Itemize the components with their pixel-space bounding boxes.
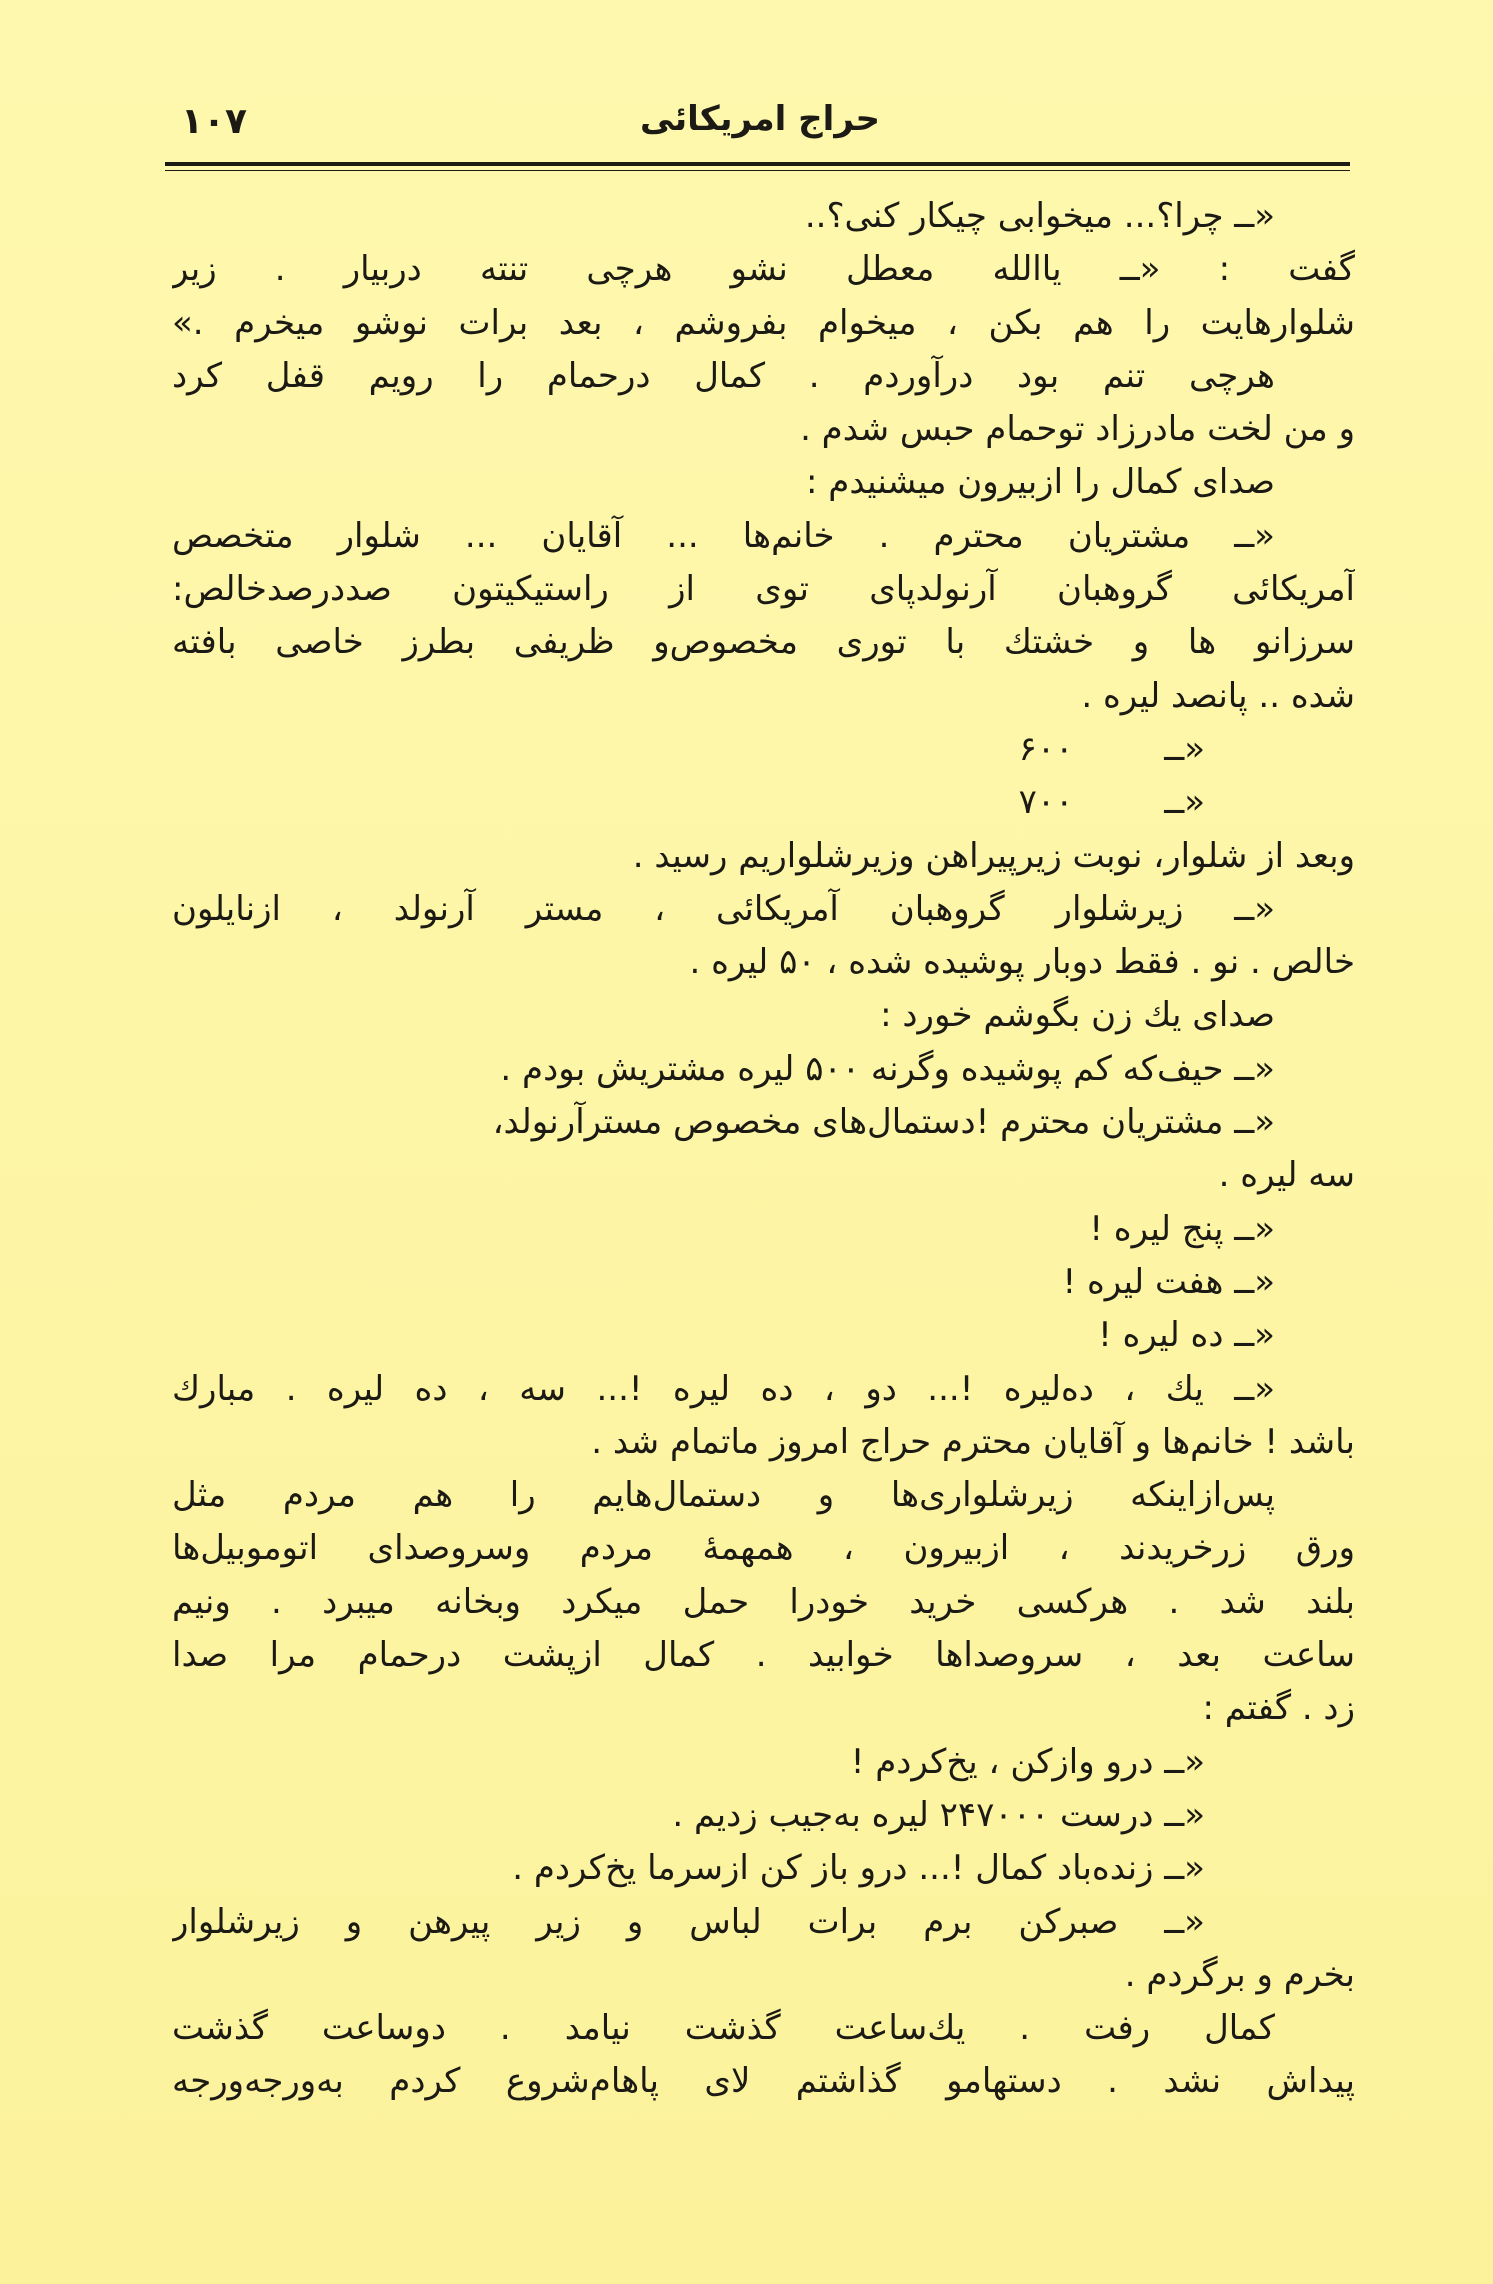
text-line: بخرم و برگردم . <box>1124 1954 1355 1995</box>
text-line: «ــ چرا؟... میخوابی چیکار کنی؟.. <box>804 196 1275 236</box>
running-title: حراج امریکائی <box>640 99 880 139</box>
text-line: هرچی تنم بود درآوردم . کمال درحمام را رویم قفل کرد <box>172 355 1275 396</box>
bid-value: ۶۰۰ <box>1018 728 1074 769</box>
text-line: صدای یك زن بگوشم خورد : <box>880 995 1275 1036</box>
page-number: ۱۰۷ <box>181 101 247 142</box>
text-line: سه لیره . <box>1218 1155 1355 1196</box>
text-line: پیداش نشد . دستهامو گذاشتم لای پاهام‌شروع کردم به‌ورجه‌ورجه <box>172 2061 1355 2102</box>
text-line: «ــ درست ۲۴۷۰۰۰ لیره به‌جیب زدیم . <box>672 1794 1205 1835</box>
text-line: گفت : «ــ یاالله معطل نشو هرچی تنته دربیار . زیر <box>172 249 1355 290</box>
text-line: «ــ درو وازکن ، یخ‌کردم ! <box>850 1741 1205 1782</box>
text-line: باشد ! خانم‌ها و آقایان محترم حراج امروز ماتمام شد . <box>591 1421 1355 1462</box>
text-line: «ــ زنده‌باد کمال !... درو باز کن ازسرما یخ‌کردم . <box>512 1848 1205 1889</box>
text-line: آمریکائی گروهبان آرنولدپای توی از راستیکیتون صددرصدخالص: <box>172 569 1355 610</box>
bid-prefix: «ــ <box>1164 728 1205 769</box>
header-rule <box>165 162 1350 166</box>
text-line: شلوارهایت را هم بکن ، میخوام بفروشم ، بعد برات نوشو میخرم .» <box>172 302 1355 343</box>
text-line: زد . گفتم : <box>1202 1688 1355 1729</box>
text-line: خالص . نو . فقط دوبار پوشیده شده ، ۵۰ لیره . <box>689 942 1355 983</box>
text-line: وبعد از شلوار، نوبت زیرپیراهن وزیرشلواریم رسید . <box>632 835 1355 876</box>
text-line: «ــ حیف‌که کم پوشیده وگرنه ۵۰۰ لیره مشتریش بودم . <box>500 1048 1275 1089</box>
text-line: «ــ مشتریان محترم !دستمال‌های مخصوص مسترآرنولد، <box>492 1102 1275 1143</box>
text-line: پس‌ازاینکه زیرشلواری‌ها و دستمال‌هایم را هم مردم مثل <box>172 1475 1275 1516</box>
text-line: «ــ یك ، ده‌لیره !... دو ، ده لیره !... سه ، ده لیره . مبارك <box>172 1368 1275 1409</box>
text-line: شده .. پانصد لیره . <box>1081 675 1355 716</box>
text-line: «ــ مشتریان محترم . خانم‌ها ... آقایان ... شلوار متخصص <box>172 515 1275 556</box>
text-line: بلند شد . هرکسی خرید خودرا حمل میکرد وبخانه میبرد . ونیم <box>172 1581 1355 1622</box>
body-text <box>172 190 1355 2109</box>
text-line: «ــ ده لیره ! <box>1098 1315 1275 1356</box>
text-line: ساعت بعد ، سروصداها خوابید . کمال ازپشت درحمام مرا صدا <box>172 1635 1355 1676</box>
bid-prefix: «ــ <box>1164 782 1205 823</box>
text-line: سرزانو ها و خشتك با توری مخصوص‌و ظریفی بطرز خاصی بافته <box>172 622 1355 663</box>
text-line: «ــ پنج لیره ! <box>1089 1208 1275 1249</box>
text-line: ورق زرخریدند ، ازبیرون ، همهمهٔ مردم وسروصدای اتوموبیل‌ها <box>172 1528 1355 1569</box>
bid-line <box>172 776 1355 829</box>
text-line: و من لخت مادرزاد توحمام حبس شدم . <box>800 409 1355 450</box>
text-line: «ــ صبرکن برم برات لباس و زیر پیرهن و زیرشلوار <box>172 1901 1205 1942</box>
bid-line <box>172 723 1355 776</box>
text-line: «ــ زیرشلوار گروهبان آمریکائی ، مستر آرنولد ، ازنایلون <box>172 888 1275 929</box>
page-header <box>175 95 1345 155</box>
text-line: «ــ هفت لیره ! <box>1062 1261 1275 1302</box>
text-line: صدای کمال را ازبیرون میشنیدم : <box>806 462 1275 503</box>
header-rule-thin <box>165 170 1350 171</box>
text-line: کمال رفت . یك‌ساعت گذشت نیامد . دوساعت گذشت <box>172 2008 1275 2049</box>
bid-value: ۷۰۰ <box>1018 782 1074 823</box>
